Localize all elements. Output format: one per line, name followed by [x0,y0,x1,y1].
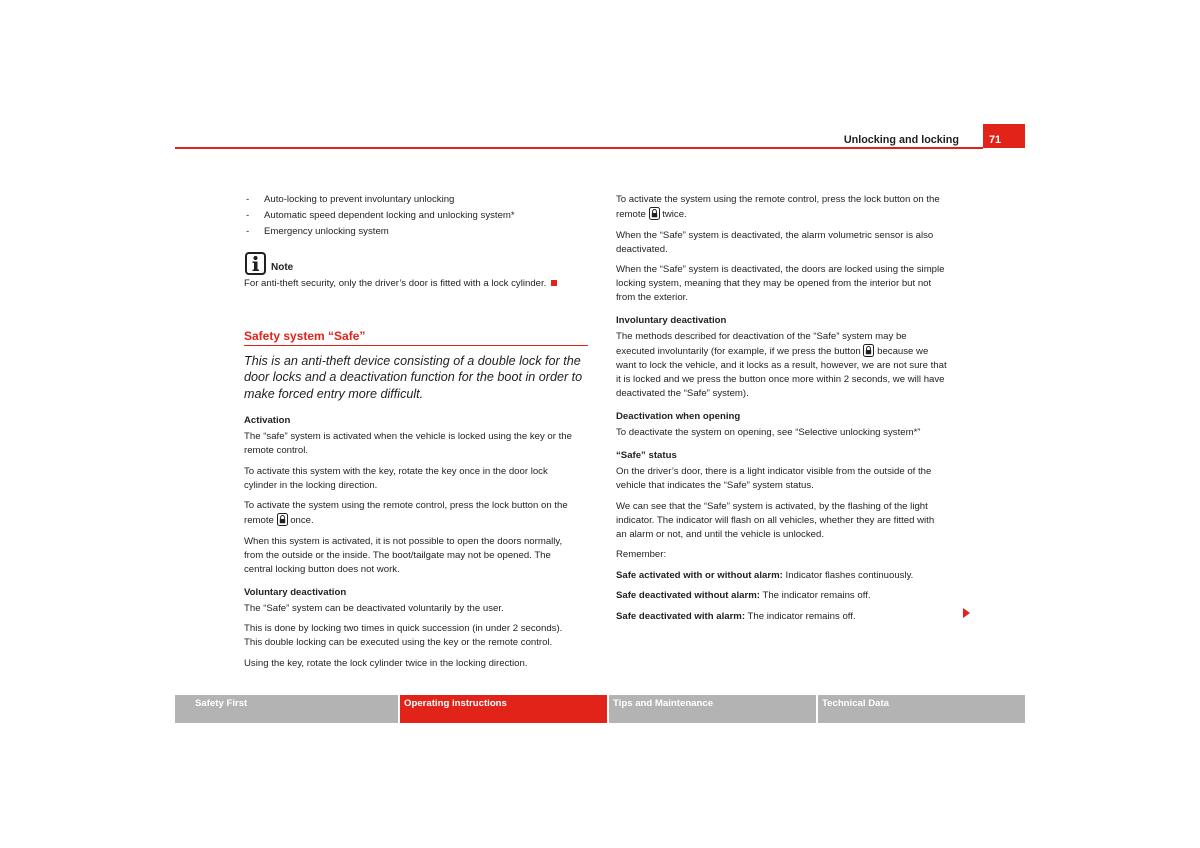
deactivation-when-opening-heading: Deactivation when opening [616,411,741,422]
bullet-marker: - [246,194,250,205]
paragraph: Using the key, rotate the lock cylinder twice in the locking direction. [244,657,528,669]
right-column-body [616,193,960,630]
tab-tips-and-maintenance: Tips and Maintenance [609,695,816,723]
paragraph-text: once. [290,515,314,526]
paragraph-text: To activate the system using the remote control, press the lock button on the remote [616,194,940,220]
section-heading-rule [244,345,588,346]
remote-lock-button-icon [863,344,874,357]
note-body: For anti-theft security, only the driver’s door is fitted with a lock cylinder. [244,278,547,289]
section-heading: Safety system “Safe” [244,329,366,343]
list-item [244,224,515,240]
status-item [616,569,960,583]
list-item-text: Auto-locking to prevent involuntary unlocking [264,194,455,205]
paragraph-text: The methods described for deactivation of the “Safe” system may be executed involuntarily (for example, if we press the button [616,331,907,357]
paragraph: This is done by locking two times in quick succession (in under 2 seconds). This double locking can be executed using the key or the remote control. [244,623,563,648]
paragraph [244,499,588,528]
paragraph: We can see that the “Safe” system is activated, by the flashing of the light indicator. The indicator will flash on all vehicles, whether they are fitted with an alarm or not, and until the vehicle is unlocked. [616,500,935,540]
chapter-tabs [175,695,1025,723]
paragraph [616,193,960,222]
paragraph-text: twice. [662,209,687,220]
paragraph: On the driver’s door, there is a light indicator visible from the outside of the vehicle that indicates the “Safe” system status. [616,466,932,491]
remote-lock-button-icon [277,513,288,526]
section-intro: This is an anti-theft device consisting of a double lock for the door locks and a deactivation function for the boot in order to make forced entry more difficult. [244,353,583,401]
paragraph: The “Safe” system can be deactivated voluntarily by the user. [244,602,504,614]
status-item-label: Safe deactivated without alarm: [616,590,760,601]
info-icon [245,252,266,275]
paragraph: To deactivate the system on opening, see “Selective unlocking system*” [616,427,921,438]
status-item [616,610,960,624]
page-number: 71 [983,124,1025,148]
tab-operating-instructions: Operating instructions [400,695,607,723]
tab-safety-first: Safety First [175,695,398,723]
end-square-icon [551,280,557,286]
involuntary-deactivation-heading: Involuntary deactivation [616,315,727,326]
status-item-label: Safe deactivated with alarm: [616,610,746,622]
paragraph-text: To activate the system using the remote control, press the lock button on the remote [244,500,568,526]
status-item-text: The indicator remains off. [762,590,871,601]
paragraph: When this system is activated, it is not possible to open the doors normally, from the outside or the inside. The boot/tailgate may not be opened. The central locking button does not work. [244,535,563,575]
left-column-body [244,414,588,677]
paragraph: When the “Safe” system is deactivated, the doors are locked using the simple locking system, meaning that they may be opened from the interior but not from the exterior. [616,264,945,303]
status-item [616,589,960,603]
paragraph [616,330,960,401]
list-item [244,192,515,208]
safe-status-heading: “Safe” status [616,450,677,461]
status-item-text: The indicator remains off. [747,610,856,622]
voluntary-deactivation-heading: Voluntary deactivation [244,586,347,598]
header-rule [175,147,983,149]
bullet-marker: - [246,210,250,221]
status-item-text: Indicator flashes continuously. [785,569,914,581]
section-title: Unlocking and locking [843,134,959,146]
paragraph: The “safe” system is activated when the vehicle is locked using the key or the remote control. [244,431,572,456]
paragraph: To activate this system with the key, rotate the key once in the door lock cylinder in the locking direction. [244,465,548,491]
continue-arrow-icon [963,608,970,618]
paragraph-text: because we want to lock the vehicle, and it locks as a result, however, we are not sure that it is locked and we press the button once more within 2 seconds, we will have deactivated the “Safe” system). [616,346,947,399]
paragraph: Remember: [616,549,667,560]
feature-list [244,192,515,240]
list-item-text: Emergency unlocking system [264,226,389,237]
list-item [244,208,515,224]
note-title: Note [271,262,294,273]
remote-lock-button-icon [649,207,660,220]
bullet-marker: - [246,226,250,237]
paragraph: When the “Safe” system is deactivated, the alarm volumetric sensor is also deactivated. [616,229,934,255]
tab-technical-data: Technical Data [818,695,1025,723]
note-text [244,277,557,291]
activation-heading: Activation [244,415,291,426]
list-item-text: Automatic speed dependent locking and unlocking system* [264,210,515,221]
status-item-label: Safe activated with or without alarm: [616,569,783,581]
